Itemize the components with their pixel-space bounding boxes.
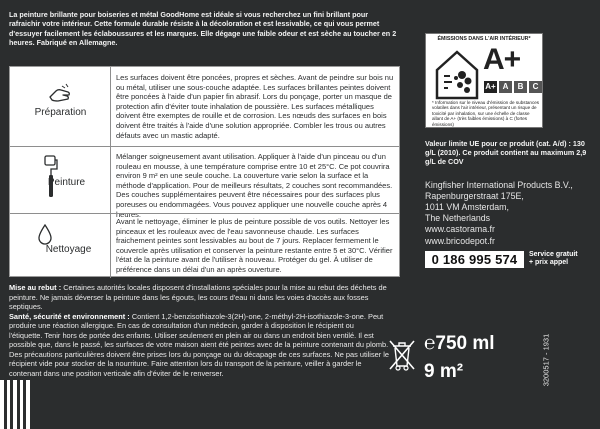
intro-text: La peinture brillante pour boiseries et métal GoodHome est idéale si vous recherchez un fini brillant pour rafraichir votre intérieur. Cette formule durable résiste à la décoloration et est lessivable, ce qui vous permet d'essuyer facilement les éclaboussures et les marques. Elle dégage une faible odeur et est sèche au toucher en 2 heures. Fabriqué en Allemagne. — [9, 10, 397, 47]
website-bricodepot: www.bricodepot.fr — [425, 236, 495, 246]
address-line: Kingfisher International Products B.V., — [425, 180, 573, 190]
voc-text: Valeur limite UE pour ce produit (cat. A/d) : 130 g/L (2010). Ce produit contient au maximum 2,9 g/L de COV — [425, 139, 587, 166]
scale-item: B — [514, 81, 527, 93]
scale-item: A — [499, 81, 512, 93]
step-text: Les surfaces doivent être poncées, propres et sèches. Avant de peindre sur bois nu ou métal, utiliser une sous-couche adaptée. Les surfaces brillantes peintes doivent être poncées à l'aide d'un papier fin abrasif. Lors du ponçage, porter un masque de protection afin d'éviter toute inhalation de poussière. Les surfaces métalliques doivent être exemptes de rouille et de corrosion. Les nœuds des surfaces en bois doivent être traités à l'aide d'une solution appropriée. Combler les trous ou autres défauts avec un mastic adapté. — [116, 73, 394, 140]
phone-note — [529, 251, 585, 267]
manufacturer-address — [425, 180, 573, 224]
emission-scale — [484, 81, 544, 93]
phone-note-line: Service gratuit — [529, 251, 578, 258]
instructions-panel — [9, 66, 400, 277]
step-title: Peinture — [47, 177, 86, 188]
scale-item: C — [529, 81, 542, 93]
phone-number: 0 186 995 574 — [425, 251, 524, 268]
volume: ℮750 ml — [424, 333, 495, 354]
barcode-stripes — [0, 380, 33, 429]
phone-note-line: + prix appel — [529, 259, 569, 266]
eco-note: * Information sur le niveau d'émission de substances volatiles dans l'air intérieur, présentant un risque de toxicité par inhalation, sur une échelle de classe allant de A+ (très faibles émissions) à C (fortes émissions) — [432, 100, 540, 127]
step-peinture — [10, 146, 399, 219]
disposal-text: Certaines autorités locales disposent d'installations spéciales pour la mise au rebut des déchets de peinture. Ne jamais déverser la peinture dans les égouts, les cours d'eau ni dans les voies d'accès aux fosses septiques. — [9, 283, 387, 311]
step-title: Préparation — [34, 107, 87, 118]
step-text: Mélanger soigneusement avant utilisation. Appliquer à l'aide d'un pinceau ou d'un rouleau en mousse, à une température comprise entre 10 et 25°C. Ce pot couvrira environ 9 m² en une seule couche. La couverture varie selon la surface et la méthode d'application. Pour de meilleurs résultats, 2 couches sont recommandées. Des couches supplémentaires peuvent être nécessaires pour des surfaces plus poreuses ou endommagées. Vous pouvez appliquer une nouvelle couche après 4 heures. — [116, 152, 393, 219]
product-code-text: 3200517 - 1931 — [541, 333, 551, 387]
eco-title: ÉMISSIONS DANS L'AIR INTÉRIEUR* — [437, 36, 531, 42]
step-nettoyage — [10, 213, 399, 278]
indoor-emissions-label — [425, 33, 543, 128]
house-emission-icon — [434, 48, 480, 100]
disposal-label: Mise au rebut : — [9, 283, 62, 292]
product-code — [540, 305, 552, 415]
safety-text: Contient 1,2-benzisothiazole-3(2H)-one, 2-méthyl-2H-isothiazole-3-one. Peut produire une réaction allergique. En cas de consultation d'un médecin, garder à disposition le récipient ou l'étiquette. Tenir hors de portée des enfants. Utiliser seulement en plein air ou dans un endroit bien ventilé. Il est possible que, dans le passé, les surfaces de votre maison aient été peintes avec de la peinture contenant du plomb. Des précautions particulières doivent être prises lors du ponçage ou du décapage de ces surfaces. Ne pas utiliser le récipient vide pour stocker de la nourriture. Faire attention lors du transport de la peinture, veiller à garder le contenant dans une position verticale afin d'éviter de le renverser. — [9, 311, 390, 378]
crossed-bin-icon — [387, 338, 417, 372]
step-title: Nettoyage — [45, 244, 92, 255]
hand-wiping-icon — [48, 83, 74, 103]
address-line: Rapenburgerstraat 175E, — [425, 191, 524, 201]
water-drop-icon — [37, 224, 53, 246]
safety-label: Santé, sécurité et environnement : — [9, 311, 130, 321]
address-line: 1011 VM Amsterdam, — [425, 202, 509, 212]
disposal-paragraph — [9, 283, 389, 312]
address-line: The Netherlands — [425, 213, 491, 223]
step-preparation — [10, 67, 399, 146]
step-text: Avant le nettoyage, éliminer le plus de peinture possible de vos outils. Nettoyer les pinceaux et les rouleaux avec de l'eau savonneuse chaude. Les surfaces fraichement peintes sont lessivables au bout de 7 jours. Replacer fermement le couvercle après utilisation et conserver la peinture restante entre 5 et 30°C. Vérifier l'état de la peinture avant de l'utiliser à nouveau. Protéger du gel. À utiliser de préférence dans un délai d'un an après ouverture. — [116, 217, 393, 274]
website-castorama: www.castorama.fr — [425, 224, 495, 234]
safety-paragraph — [9, 312, 389, 379]
safety-section — [9, 283, 389, 378]
coverage: 9 m² — [424, 361, 464, 382]
emission-grade: A+ — [483, 43, 521, 76]
scale-item: A+ — [485, 82, 496, 91]
